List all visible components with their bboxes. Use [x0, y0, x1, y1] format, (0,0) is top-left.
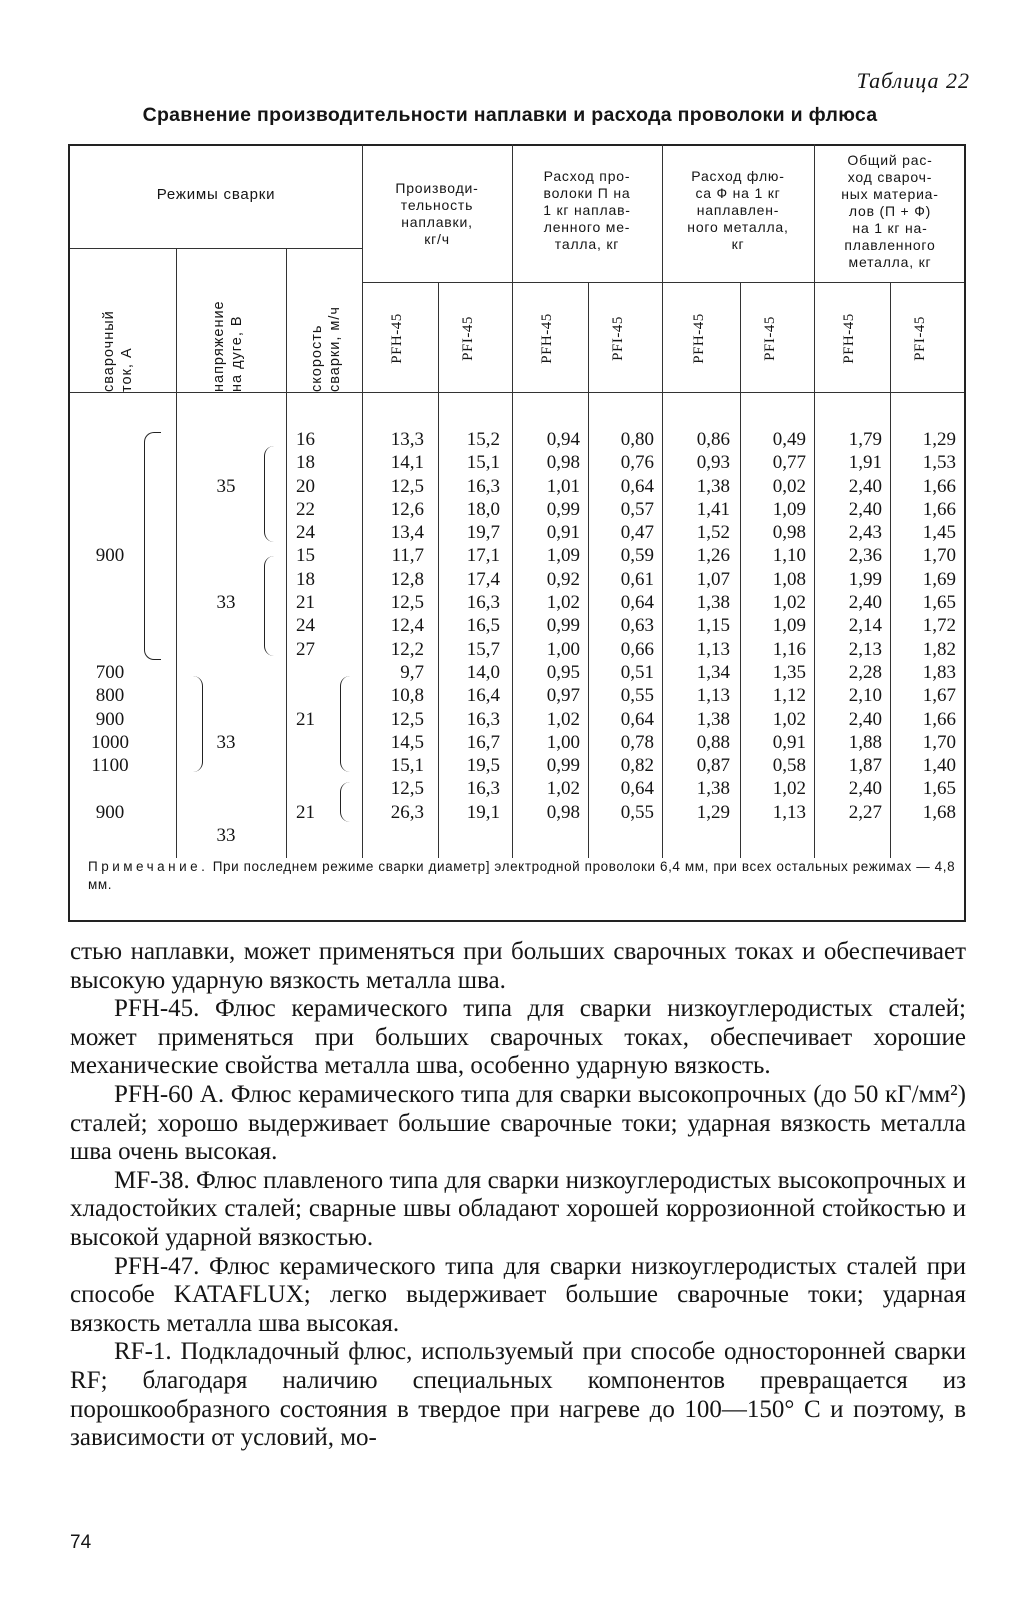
column-total-pfi: 1,29 1,53 1,66 1,66 1,45 1,70 1,69 1,65 1,72 1,82 1,83 1,67 1,66 1,70 1,40 1,65 1,68 [922, 429, 956, 823]
brace-900 [144, 432, 161, 660]
table-label: Таблица 22 [856, 68, 970, 93]
col-divider [286, 248, 287, 858]
col-divider [176, 248, 177, 858]
column-wire-pfh: 0,94 0,98 1,01 0,99 0,91 1,09 0,92 1,02 0,99 1,00 0,95 0,97 1,02 1,00 0,99 1,02 0,98 [546, 429, 580, 823]
column-prod-pfi: 15,2 15,1 16,3 18,0 19,7 17,1 17,4 16,3 16,5 15,7 14,0 16,4 16,3 16,7 19,5 16,3 19,1 [466, 429, 500, 823]
col-divider [362, 144, 363, 858]
column-flux-pfh: 0,86 0,93 1,38 1,41 1,52 1,26 1,07 1,38 1,15 1,13 1,34 1,13 1,38 0,88 0,87 1,38 1,29 [696, 429, 730, 823]
column-flux-pfi: 0,49 0,77 0,02 1,09 0,98 1,10 1,08 1,02 1,09 1,16 1,35 1,12 1,02 0,91 0,58 1,02 1,13 [772, 429, 806, 823]
column-speed: 16 18 20 22 24 15 18 21 24 27 21 21 [296, 429, 315, 823]
header-total: Общий рас- ход свароч- ных материа- лов (П + Ф) на 1 кг на- плавленного металла, кг [841, 152, 939, 270]
page-number: 74 [70, 1532, 92, 1553]
table-note [88, 858, 958, 894]
header-wire: Расход про- волоки П на 1 кг наплав- ленного ме- талла, кг [543, 168, 631, 252]
note-label: Примечание. [88, 859, 209, 874]
header-voltage: напряжение на дуге, В [211, 300, 245, 392]
subheader-total-pfi: PFI-45 [911, 316, 928, 361]
col-divider [588, 282, 589, 858]
subheader-prod-pfi: PFI-45 [459, 316, 476, 361]
subheader-flux-pfh: PFH-45 [690, 313, 707, 364]
paragraph: RF-1. Подкладочный флюс, используемый при способе односторонней сварки RF; благодаря наличию специальных компонентов превращается из порошкообразного состояния в твердое при нагреве до 100—150° С и поэтому, в зависимости от условий, мо- [70, 1338, 966, 1452]
col-divider [890, 282, 891, 858]
paragraph: стью наплавки, может применяться при больших сварочных токах и обеспечивает высокую ударную вязкость металла шва. [70, 938, 966, 994]
col-divider [740, 282, 741, 858]
paragraph: MF-38. Флюс плавленого типа для сварки низкоуглеродистых высокопрочных и хладостойких сталей; сварные швы обладают хорошей коррозионной стойкостью и высокой ударной вязкостью. [70, 1166, 966, 1251]
modes-header-rule [70, 248, 362, 249]
column-prod-pfh: 13,3 14,1 12,5 12,6 13,4 11,7 12,8 12,5 12,4 12,2 9,7 10,8 12,5 14,5 15,1 12,5 26,3 [390, 429, 424, 823]
column-current: 900 700 800 900 1000 1100 900 [91, 545, 129, 823]
table-title: Сравнение производительности наплавки и расхода проволоки и флюса [142, 104, 878, 126]
brace-35 [264, 446, 277, 542]
paragraph: PFH-60 А. Флюс керамического типа для сварки высокопрочных (до 50 кГ/мм²) сталей; хорошо выдерживает большие сварочные токи; ударная вязкость металла шва очень высокая. [70, 1080, 966, 1166]
note-text: При последнем режиме сварки диаметр] электродной проволоки 6,4 мм, при всех остальных режимах — 4,8 мм. [88, 859, 956, 892]
subheader-total-pfh: PFH-45 [840, 313, 857, 364]
paragraph: PFH-45. Флюс керамического типа для сварки низкоуглеродистых сталей; может применяться при больших сварочных токах, обеспечивает хорошие механические свойства металла шва, особенно ударную вязкость. [70, 995, 966, 1080]
column-total-pfh: 1,79 1,91 2,40 2,40 2,43 2,36 1,99 2,40 2,14 2,13 2,28 2,10 2,40 1,88 1,87 2,40 2,27 [848, 429, 882, 823]
header-productivity: Производи- тельность наплавки, кг/ч [395, 180, 479, 247]
subheader-flux-pfi: PFI-45 [761, 316, 778, 361]
header-current: сварочный ток, А [101, 310, 135, 392]
col-divider [438, 282, 439, 858]
header-modes: Режимы сварки [156, 186, 276, 203]
subheader-rule [362, 282, 964, 283]
header-bottom-rule [70, 392, 964, 393]
subheader-wire-pfh: PFH-45 [538, 313, 555, 364]
subheader-prod-pfh: PFH-45 [388, 313, 405, 364]
column-wire-pfi: 0,80 0,76 0,64 0,57 0,47 0,59 0,61 0,64 0,63 0,66 0,51 0,55 0,64 0,78 0,82 0,64 0,55 [620, 429, 654, 823]
body-text [70, 938, 966, 1453]
brace-last-group [340, 782, 353, 822]
subheader-wire-pfi: PFI-45 [609, 316, 626, 361]
column-voltage: 35 33 33 33 [216, 475, 236, 847]
brace-21-group [340, 676, 353, 772]
brace-33 [264, 556, 277, 656]
header-flux: Расход флю- са Ф на 1 кг наплавлен- ного металла, кг [687, 168, 789, 252]
paragraph: PFH-47. Флюс керамического типа для сварки низкоуглеродистых сталей при способе KATAFLUX; легко выдерживает большие сварочные токи; ударная вязкость металла шва высокая. [70, 1252, 966, 1337]
header-speed: скорость сварки, м/ч [309, 306, 343, 392]
